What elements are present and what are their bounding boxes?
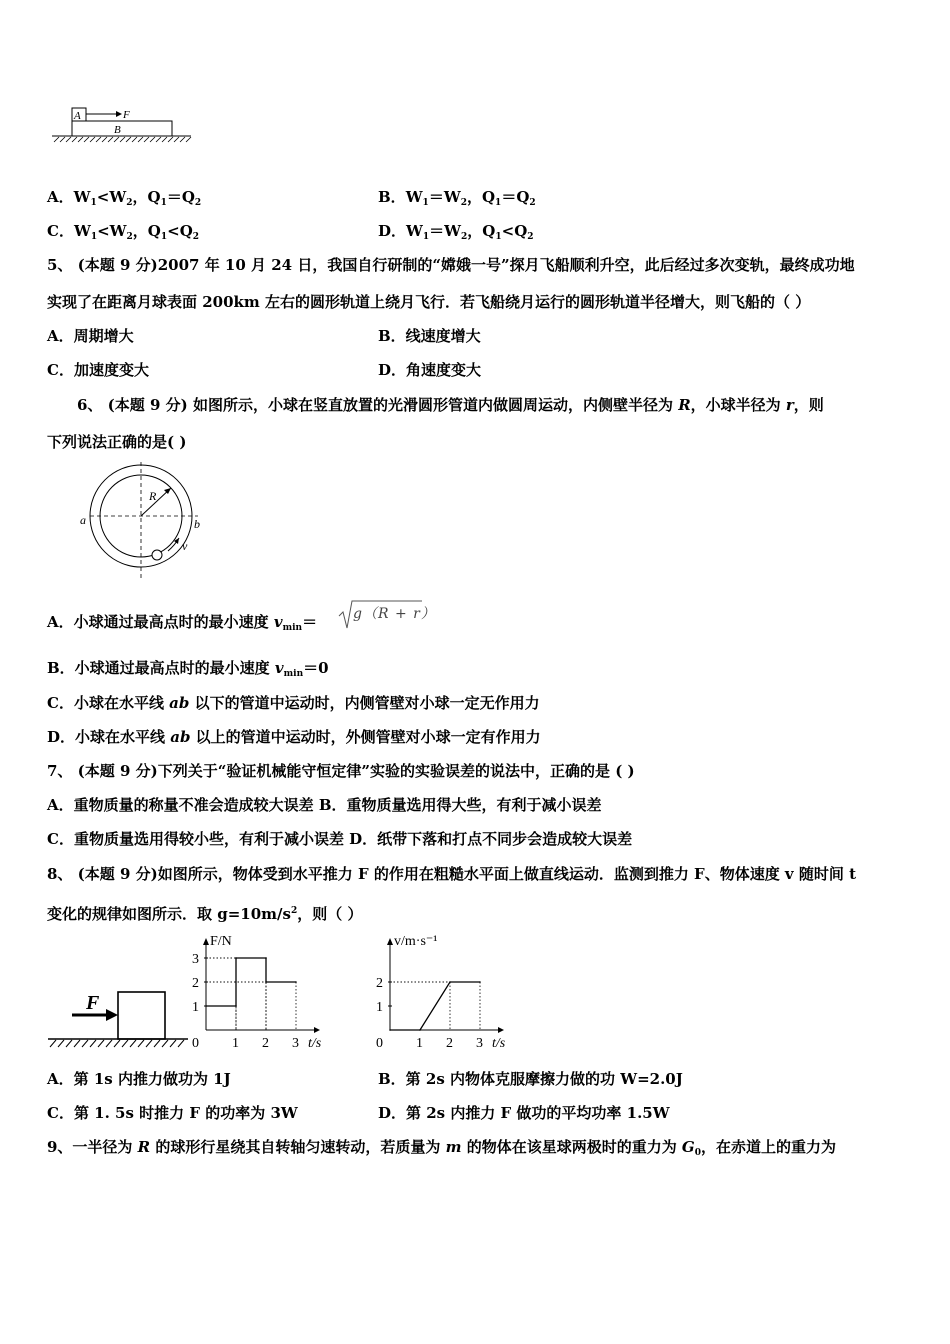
formula-text: g（R + r）	[353, 606, 436, 622]
force-chart-x-tick: 1	[232, 1036, 239, 1050]
q6-stem-line1: 6、 (本题 9 分) 如图所示，小球在竖直放置的光滑圆形管道内做圆周运动，内侧壁半径为 R，小球半径为 r，则	[77, 396, 824, 414]
force-chart-y-arrow	[203, 938, 209, 945]
q7-options-ab: A．重物质量的称量不准会造成较大误差 B．重物质量选用得大些，有利于减小误差	[47, 796, 602, 814]
push-force-label: F	[86, 992, 100, 1014]
q7-stem: 7、 (本题 9 分)下列关于“验证机械能守恒定律”实验的实验误差的说法中，正确的是 ( )	[47, 762, 635, 780]
q4-option-c: C．$W_1<W_2$，$Q_1<Q_2$	[47, 222, 200, 242]
velocity-chart-y-arrow	[387, 938, 393, 945]
force-time-chart	[188, 925, 338, 1050]
block-a-label: A	[74, 110, 81, 122]
force-chart-data-point	[205, 1005, 207, 1007]
velocity-chart-series-line	[390, 982, 480, 1030]
q4-option-b: B．$W_1=W_2$，$Q_1=Q_2$	[378, 188, 536, 208]
pushed-block-figure	[44, 985, 194, 1050]
q8-option-b: B．第 2s 内物体克服摩擦力做的功 W=2.0J	[378, 1070, 683, 1088]
force-chart-x-arrow	[314, 1027, 320, 1033]
velocity-chart-y-tick: 2	[376, 976, 383, 991]
board-b-label: B	[114, 124, 121, 136]
force-chart-y-label: F/N	[210, 934, 232, 949]
force-chart-data-point	[235, 1005, 237, 1007]
force-chart-y-tick: 1	[192, 1000, 199, 1015]
velocity-chart-x-arrow	[498, 1027, 504, 1033]
q8-option-c: C．第 1. 5s 时推力 F 的功率为 3W	[47, 1104, 298, 1122]
q5-stem-line1: 5、 (本题 9 分)2007 年 10 月 24 日，我国自行研制的“嫦娥一号”探月飞船顺利升空，此后经过多次变轨，最终成功地	[47, 256, 855, 274]
q6-stem-line2: 下列说法正确的是( )	[47, 433, 187, 451]
force-chart-y-tick: 2	[192, 976, 199, 991]
velocity-chart-x-tick: 3	[476, 1036, 483, 1050]
ball	[152, 550, 162, 560]
force-chart-y-tick: 3	[192, 952, 199, 967]
q6-option-a: A．小球通过最高点时的最小速度 $v_{min}=$	[47, 613, 318, 633]
q6-option-b: B．小球通过最高点时的最小速度 $v_{min}=0$	[47, 659, 329, 679]
q8-stem-line2: 变化的规律如图所示．取 $g=10m/s^2$，则（ ）	[47, 905, 363, 923]
q7-options-cd: C．重物质量选用得较小些，有利于减小误差 D．纸带下落和打点不同步会造成较大误差	[47, 830, 633, 848]
velocity-chart-data-point	[389, 1029, 391, 1031]
q5-stem-line2: 实现了在距离月球表面 200km 左右的圆形轨道上绕月飞行．若飞船绕月运行的圆形轨道半径增大，则飞船的（ ）	[47, 293, 811, 311]
radius-r-label: R	[149, 489, 157, 503]
q8-stem-line1: 8、 (本题 9 分)如图所示，物体受到水平推力 F 的作用在粗糙水平面上做直线运动．监测到推力 F、物体速度 v 随时间 t	[47, 865, 857, 883]
q8-option-a: A．第 1s 内推力做功为 1J	[47, 1070, 231, 1088]
q4-option-a: A．$W_1<W_2$，$Q_1=Q_2$	[47, 188, 202, 208]
q5-option-d: D．角速度变大	[378, 361, 482, 379]
velocity-chart-origin-label: 0	[376, 1036, 383, 1050]
velocity-time-chart	[372, 925, 522, 1050]
circular-tube-figure	[78, 462, 210, 584]
force-chart-data-point	[235, 957, 237, 959]
velocity-chart-y-label: v/m·s⁻¹	[394, 934, 438, 949]
velocity-chart-data-point	[479, 981, 481, 983]
velocity-chart-data-point	[419, 1029, 421, 1031]
velocity-v-label: v	[182, 539, 188, 553]
velocity-chart-x-tick: 1	[416, 1036, 423, 1050]
q5-option-b: B．线速度增大	[378, 327, 481, 345]
force-chart-x-label: t/s	[308, 1036, 322, 1050]
force-chart-x-tick: 2	[262, 1036, 269, 1050]
point-b-label: b	[194, 517, 200, 531]
q6-option-d: D．小球在水平线 ab 以上的管道中运动时，外侧管壁对小球一定有作用力	[47, 728, 541, 746]
q8-option-d: D．第 2s 内推力 F 做功的平均功率 1.5W	[378, 1104, 670, 1122]
force-chart-data-point	[265, 957, 267, 959]
q5-option-a: A．周期增大	[47, 327, 134, 345]
velocity-chart-x-tick: 2	[446, 1036, 453, 1050]
force-chart-series-line	[206, 958, 296, 1006]
q6-option-c: C．小球在水平线 ab 以下的管道中运动时，内侧管壁对小球一定无作用力	[47, 694, 540, 712]
velocity-chart-x-label: t/s	[492, 1036, 506, 1050]
q5-option-c: C．加速度变大	[47, 361, 149, 379]
velocity-chart-data-point	[449, 981, 451, 983]
q4-option-d: D．$W_1=W_2$，$Q_1<Q_2$	[378, 222, 534, 242]
q9-stem: 9、一半径为 R 的球形行星绕其自转轴匀速转动，若质量为 m 的物体在该星球两极时的重力为 $G_0$，在赤道上的重力为	[47, 1138, 837, 1158]
force-chart-data-point	[265, 981, 267, 983]
velocity-chart-y-tick: 1	[376, 1000, 383, 1015]
point-a-label: a	[80, 513, 86, 527]
force-chart-data-point	[295, 981, 297, 983]
force-chart-origin-label: 0	[192, 1036, 199, 1050]
block-figure	[46, 100, 196, 148]
force-f-label: F	[123, 109, 130, 121]
force-chart-x-tick: 3	[292, 1036, 299, 1050]
